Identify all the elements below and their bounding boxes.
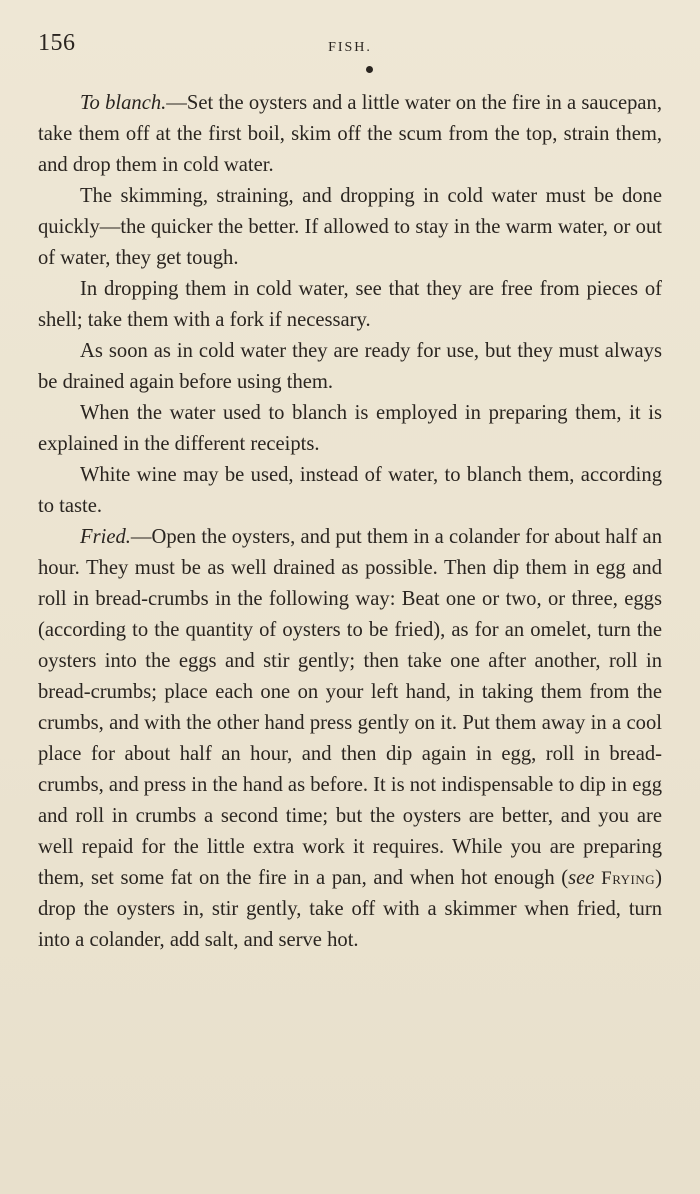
paragraph (38, 460, 662, 522)
paragraph (38, 398, 662, 460)
lead-term-fried: Fried. (80, 526, 131, 548)
paragraph-text: When the water used to blanch is employed in preparing them, it is explained in the different receipts. (38, 402, 662, 455)
lead-term-blanch: To blanch. (80, 92, 167, 114)
paragraph-fried (38, 522, 662, 956)
page-number: 156 (38, 30, 76, 56)
paragraph (38, 336, 662, 398)
paragraph-blanch (38, 88, 662, 181)
cross-reference-frying: Frying (601, 868, 656, 889)
running-head: FISH. (328, 40, 372, 55)
paragraph-text-tail: ) drop the oysters in, stir gently, take off with a skimmer when fried, turn into a colander, add salt, and serve hot. (38, 867, 663, 951)
ornament-dot (366, 66, 373, 73)
paragraph-text: —Open the oysters, and put them in a colander for about half an hour. They must be as well drained as possible. Then dip them in egg and roll in bread-crumbs in the following way: Beat one or two, or three, eggs (according to the quantity of oysters to be fried), as for an omelet, turn the oysters into the eggs and stir gently; then take one after another, roll in bread-crumbs; place each one on your left hand, in taking them from the crumbs, and with the other hand press gently on it. Put them away in a cool place for about half an hour, and then dip again in egg, roll in bread-crumbs, and press in the hand as before. It is not indispensable to dip in egg and roll in crumbs a second time; but the oysters are better, and you are well repaid for the little extra work it requires. While you are preparing them, set some fat on the fire in a pan, and when hot enough ( (38, 526, 662, 889)
paragraph-text: In dropping them in cold water, see that they are free from pieces of shell; take them with a fork if necessary. (38, 278, 662, 331)
paragraph-text: As soon as in cold water they are ready for use, but they must always be drained again before using them. (38, 340, 662, 393)
paragraph-text: The skimming, straining, and dropping in cold water must be done quickly—the quicker the better. If allowed to stay in the warm water, or out of water, they get tough. (38, 185, 662, 269)
paragraph-text: —Set the oysters and a little water on the fire in a saucepan, take them off at the first boil, skim off the scum from the top, strain them, and drop them in cold water. (38, 92, 662, 176)
page-header (38, 30, 662, 60)
paragraph-text: White wine may be used, instead of water, to blanch them, according to taste. (38, 464, 662, 517)
see-word: see (568, 867, 595, 889)
page-body (38, 88, 662, 956)
paragraph (38, 274, 662, 336)
paragraph (38, 181, 662, 274)
